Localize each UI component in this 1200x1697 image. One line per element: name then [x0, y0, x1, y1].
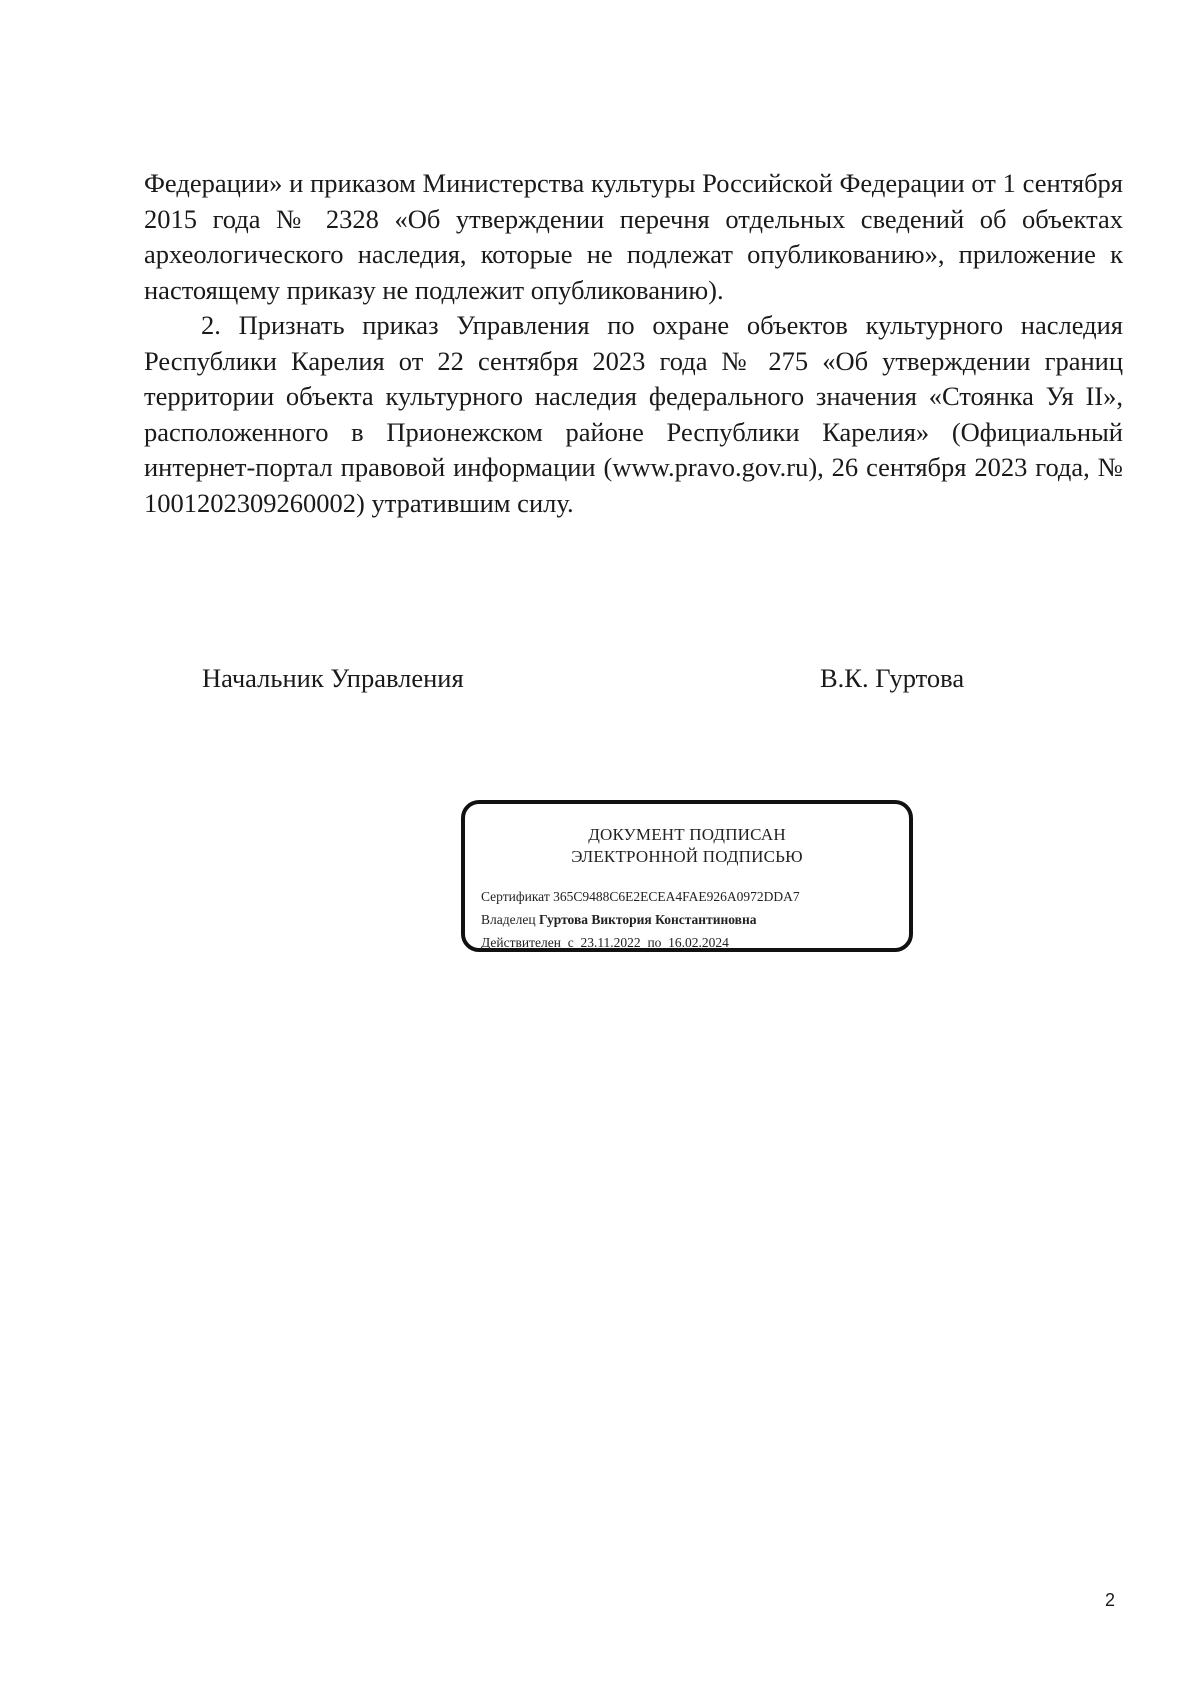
stamp-title-line-1: ДОКУМЕНТ ПОДПИСАН: [588, 825, 786, 844]
page-number: 2: [1105, 1590, 1116, 1610]
stamp-certificate-label: Сертификат: [481, 889, 550, 904]
stamp-title-line-2: ЭЛЕКТРОННОЙ ПОДПИСЬЮ: [571, 847, 803, 866]
stamp-valid-from-label: с: [567, 935, 574, 950]
paragraph-continuation: Федерации» и приказом Министерства культуры Российской Федерации от 1 сентября 2015 года № 2328 «Об утверждении перечня отдельных сведений об объектах археологического наследия, которые не подлежат опубликованию», приложение к настоящему приказу не подлежит опубликованию).: [144, 168, 1123, 305]
stamp-valid-to: 16.02.2024: [668, 935, 729, 950]
stamp-title: [465, 824, 909, 868]
stamp-certificate: [481, 888, 800, 906]
electronic-signature-stamp: [461, 800, 913, 952]
document-body: [144, 166, 1123, 521]
signatory-name: В.К. Гуртова: [820, 663, 965, 693]
stamp-certificate-value: 365C9488C6E2ECEA4FAE926A0972DDA7: [553, 889, 800, 904]
stamp-owner-value: Гуртова Виктория Константиновна: [538, 912, 757, 927]
stamp-valid-label: Действителен: [481, 935, 561, 950]
stamp-validity: [481, 934, 729, 952]
paragraph-2: 2. Признать приказ Управления по охране объектов культурного наследия Республики Карелия от 22 сентября 2023 года № 275 «Об утверждении границ территории объекта культурного наследия федерального значения «Стоянка Уя II», расположенного в Прионежском районе Республики Карелия» (Официальный интернет-портал правовой информации (www.pravo.gov.ru), 26 сентября 2023 года, № 1001202309260002) утратившим силу.: [144, 310, 1123, 518]
signatory-position: Начальник Управления: [202, 663, 464, 693]
stamp-owner-label: Владелец: [481, 912, 536, 927]
stamp-valid-from: 23.11.2022: [580, 935, 641, 950]
stamp-owner: [481, 911, 757, 929]
stamp-valid-to-label: по: [647, 935, 662, 950]
